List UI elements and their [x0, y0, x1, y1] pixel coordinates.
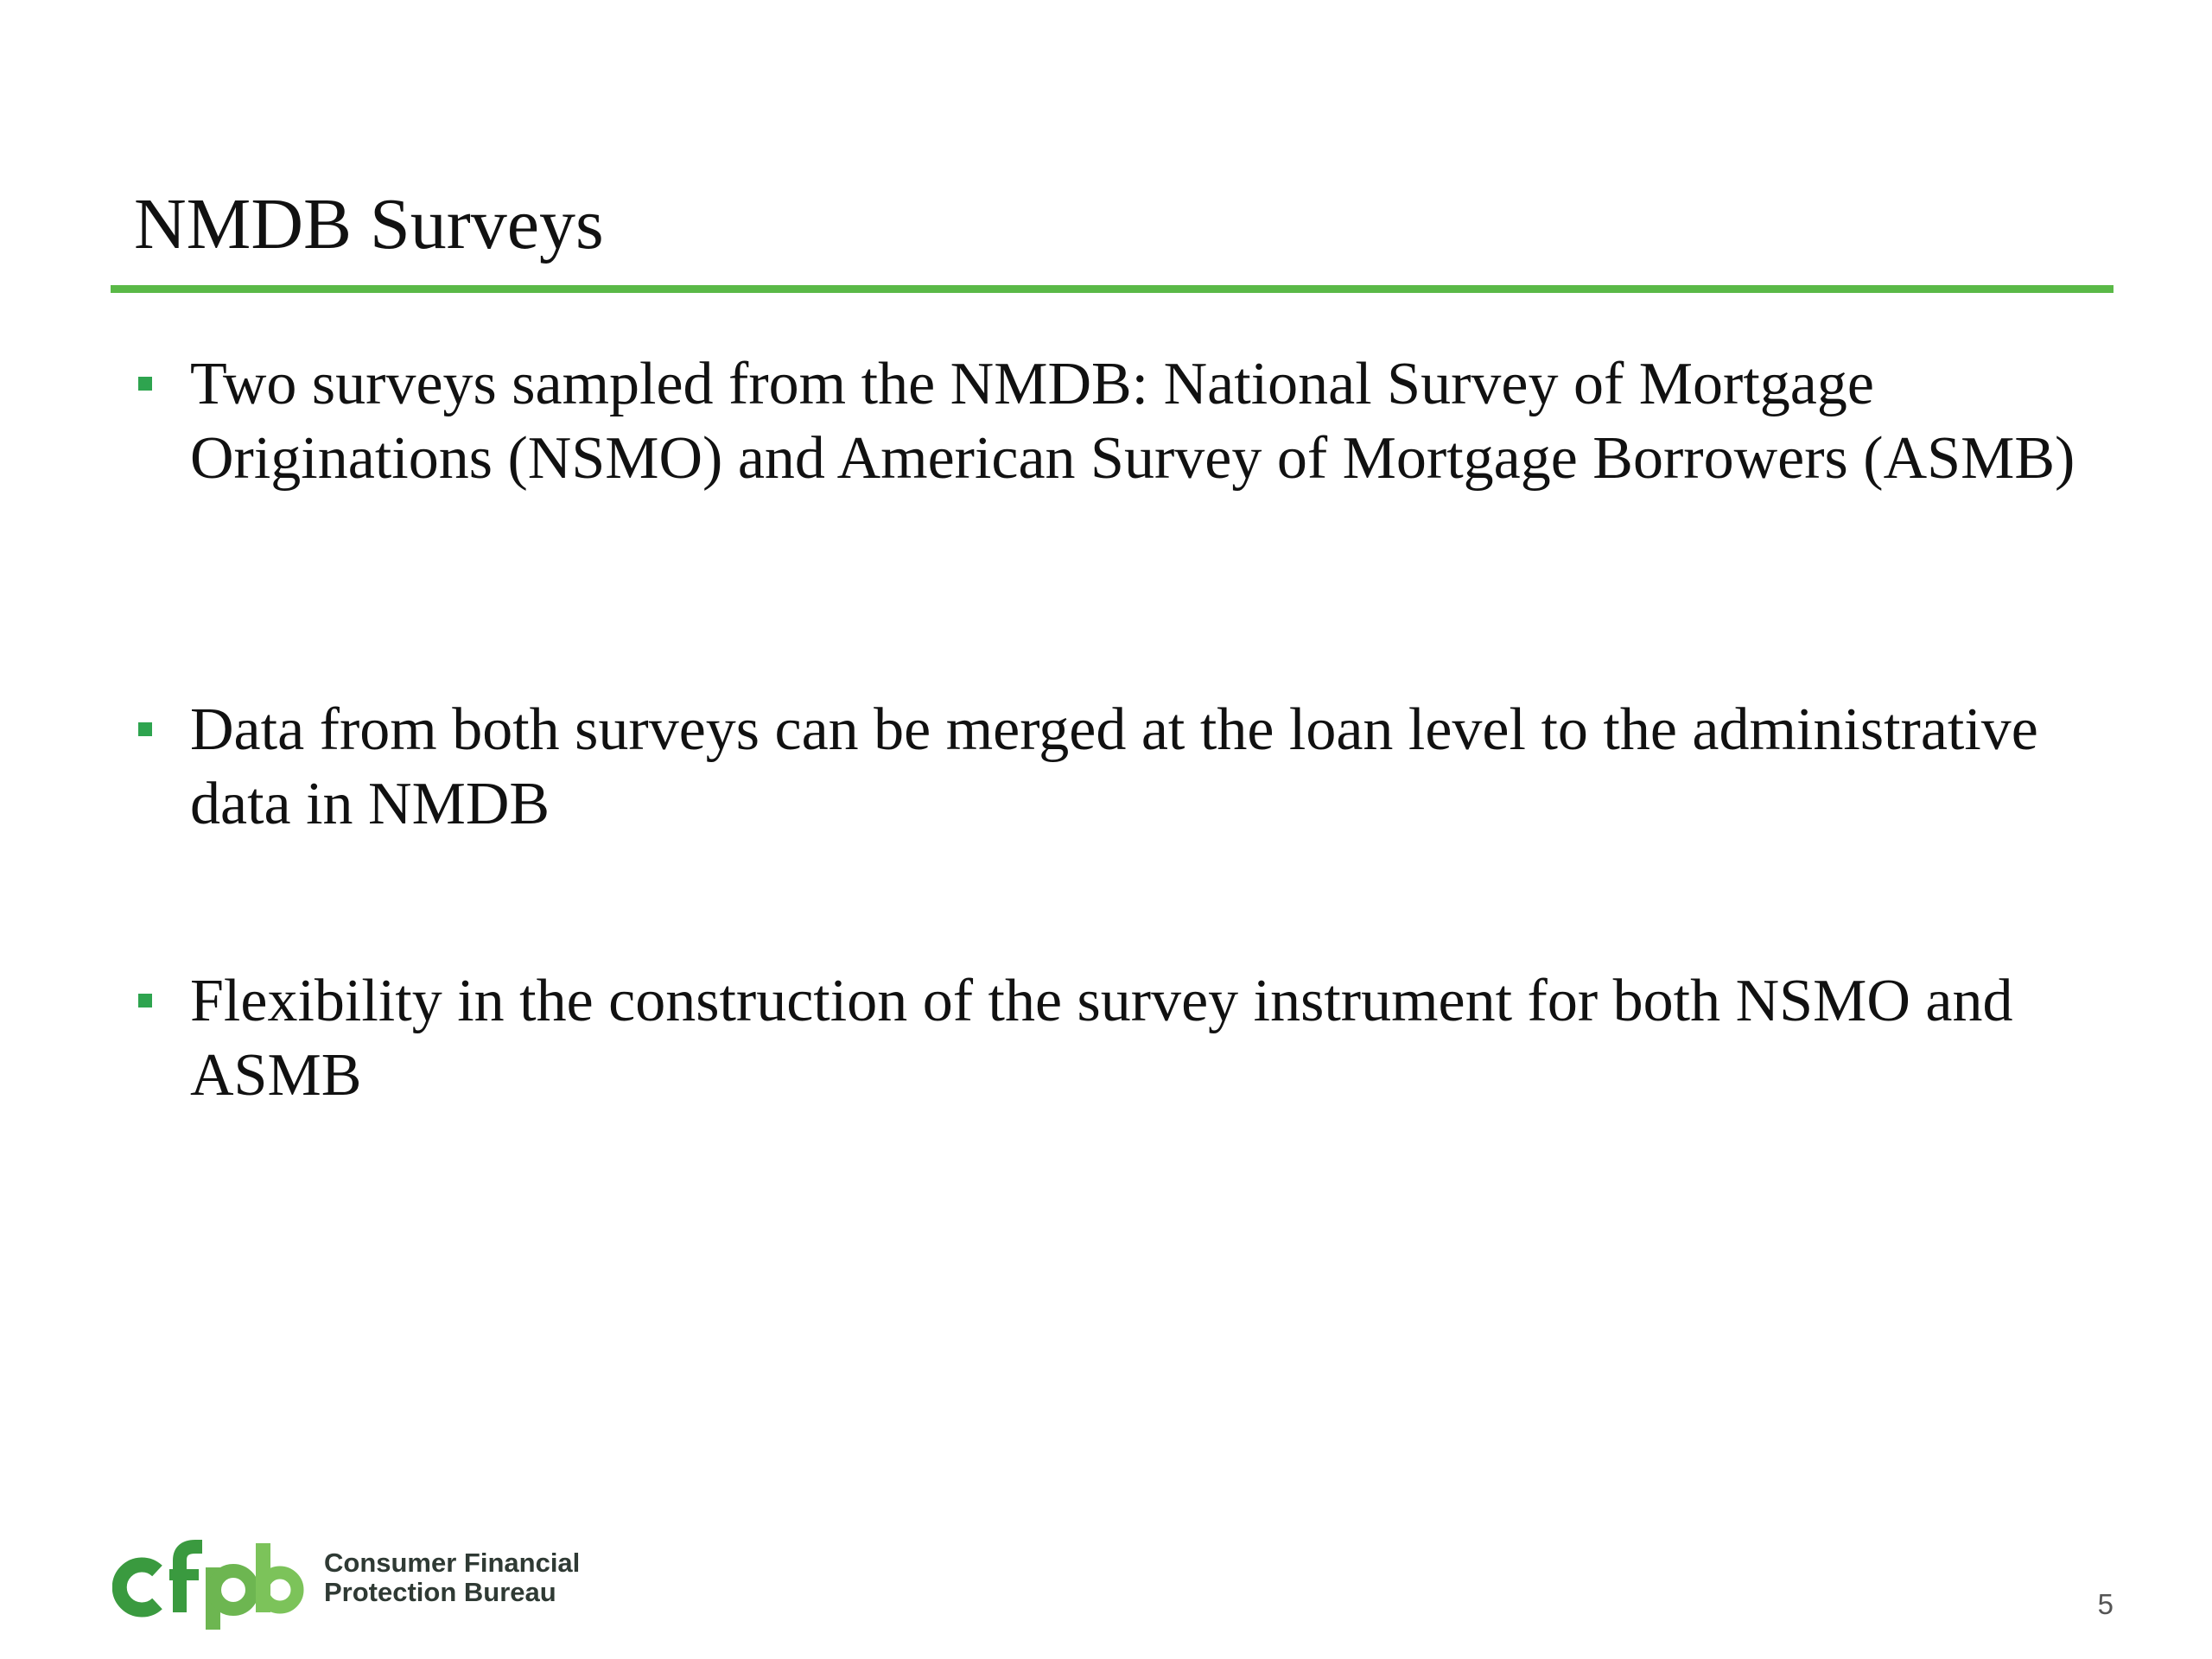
bullet-text: Data from both surveys can be merged at the loan level to the administrative data in NMDB: [190, 696, 2038, 837]
square-bullet-icon: [138, 994, 152, 1007]
logo-wordmark: [324, 1548, 580, 1607]
cfpb-logo-icon: [112, 1536, 304, 1631]
bullet-text: Two surveys sampled from the NMDB: National Survey of Mortgage Originations (NSMO) and American Survey of Mortgage Borrowers (ASMB): [190, 351, 2075, 492]
square-bullet-icon: [138, 377, 152, 391]
logo-line-2: Protection Bureau: [324, 1577, 556, 1607]
logo-line-1: Consumer Financial: [324, 1548, 581, 1578]
cfpb-logo: [112, 1536, 596, 1631]
square-bullet-icon: [138, 722, 152, 736]
slide-title: NMDB Surveys: [134, 184, 604, 264]
bullet-text: Flexibility in the construction of the survey instrument for both NSMO and ASMB: [190, 968, 2013, 1109]
page-number: 5: [2097, 1588, 2113, 1620]
